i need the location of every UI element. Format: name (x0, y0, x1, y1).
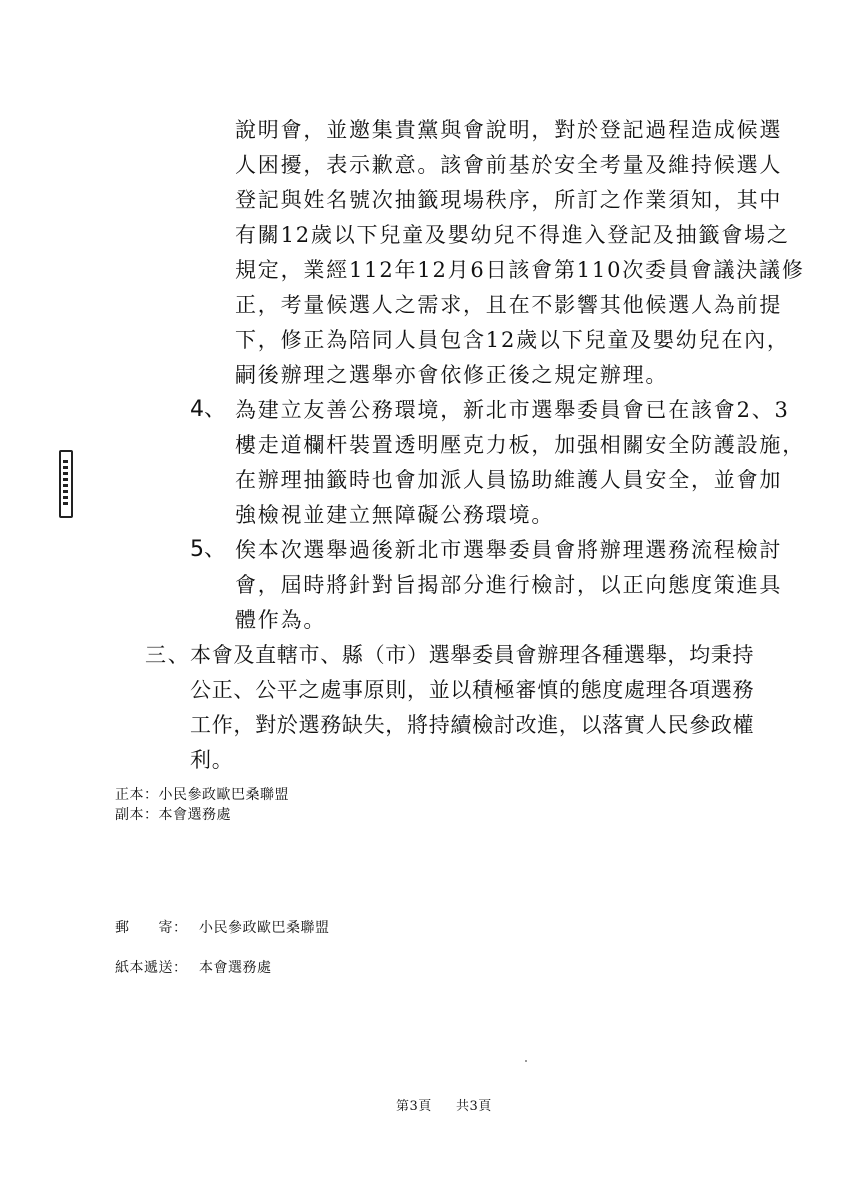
binding-seal-mark (59, 450, 73, 518)
paragraph-line: 公正、公平之處事原則，並以積極審慎的態度處理各項選務 (190, 678, 755, 702)
section-number: 三、 (145, 643, 191, 667)
paper-delivery-recipient: 本會選務處 (199, 960, 272, 976)
original-copy-recipient: 正本：小民參政歐巴桑聯盟 (115, 787, 289, 803)
paragraph-line: 會，屆時將針對旨揭部分進行檢討，以正向態度策進具 (235, 573, 783, 597)
page-number-current: 第3頁 (396, 1099, 432, 1114)
paragraph-line: 強檢視並建立無障礙公務環境。 (235, 503, 555, 527)
paragraph-line: 工作，對於選務缺失，將持續檢討改進，以落實人民參政權 (190, 713, 755, 737)
paragraph-line: 為建立友善公務環境，新北市選舉委員會已在該會2、3 (235, 398, 790, 422)
mail-label: 郵 寄： (115, 920, 188, 936)
paragraph-line: 正，考量候選人之需求，且在不影響其他候選人為前提 (235, 293, 783, 317)
paragraph-line: 人困擾，表示歉意。該會前基於安全考量及維持候選人 (235, 153, 783, 177)
paragraph-line: 嗣後辦理之選舉亦會依修正後之規定辦理。 (235, 363, 669, 387)
item-number: 4、 (190, 397, 226, 422)
scan-speck (525, 1060, 527, 1062)
paragraph-line: 體作為。 (235, 608, 327, 632)
paper-delivery-label: 紙本遞送： (115, 960, 188, 976)
page-number-total: 共3頁 (456, 1099, 492, 1114)
paragraph-line: 下，修正為陪同人員包含12歲以下兒童及嬰幼兒在內， (235, 328, 790, 352)
paragraph-line: 本會及直轄市、縣（市）選舉委員會辦理各種選舉，均秉持 (190, 643, 755, 667)
paragraph-line: 登記與姓名號次抽籤現場秩序，所訂之作業須知，其中 (235, 188, 783, 212)
paragraph-line: 說明會，並邀集貴黨與會說明，對於登記過程造成候選 (235, 118, 783, 142)
paragraph-line: 俟本次選舉過後新北市選舉委員會將辦理選務流程檢討 (235, 538, 783, 562)
paragraph-line: 有關12歲以下兒童及嬰幼兒不得進入登記及抽籤會場之 (235, 223, 790, 247)
duplicate-copy-recipient: 副本：本會選務處 (115, 807, 231, 823)
paragraph-line: 利。 (190, 748, 234, 772)
mail-recipient: 小民參政歐巴桑聯盟 (199, 920, 330, 936)
item-number: 5、 (190, 537, 226, 562)
paragraph-line: 在辦理抽籤時也會加派人員協助維護人員安全，並會加 (235, 468, 783, 492)
paragraph-line: 規定，業經112年12月6日該會第110次委員會議決議修 (235, 258, 805, 282)
paragraph-line: 樓走道欄杆裝置透明壓克力板，加强相關安全防護設施， (235, 433, 805, 457)
